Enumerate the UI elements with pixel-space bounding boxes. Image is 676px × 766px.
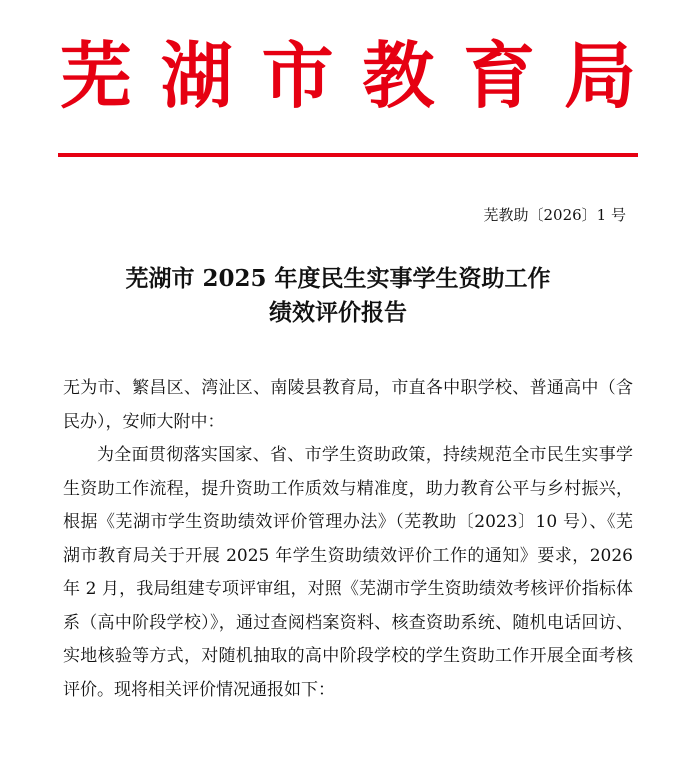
header-char: 市 <box>261 33 334 118</box>
document-title <box>0 262 676 330</box>
header-char: 湖 <box>160 33 233 118</box>
header-char: 教 <box>362 33 435 118</box>
header-char: 育 <box>463 33 536 118</box>
recipients-paragraph: 无为市、繁昌区、湾沚区、南陵县教育局，市直各中职学校、普通高中（含民办），安师大附中： <box>63 378 633 432</box>
title-line-1: 芜湖市 2025 年度民生实事学生资助工作 <box>125 265 551 292</box>
header-char: 芜 <box>59 33 132 118</box>
document-number: 芜教助〔2026〕1 号 <box>483 206 626 224</box>
issuing-authority-header <box>56 28 640 124</box>
red-divider-line <box>58 153 638 157</box>
title-line-2: 绩效评价报告 <box>269 299 407 326</box>
header-char: 局 <box>563 33 636 118</box>
body-paragraph: 为全面贯彻落实国家、省、市学生资助政策，持续规范全市民生实事学生资助工作流程，提升资助工作质效与精准度，助力教育公平与乡村振兴，根据《芜湖市学生资助绩效评价管理办法》（芜教助〔2023〕10 号）、《芜湖市教育局关于开展 2025 年学生资助绩效评价工作的通知》要求，2026 年 2 月，我局组建专项评审组，对照《芜湖市学生资助绩效考核评价指标体系（高中阶段学校）》，通过查阅档案资料、核查资助系统、随机电话回访、实地核验等方式，对随机抽取的高中阶段学校的学生资助工作开展全面考核评价。现将相关评价情况通报如下： <box>63 445 633 700</box>
document-body <box>63 372 633 707</box>
